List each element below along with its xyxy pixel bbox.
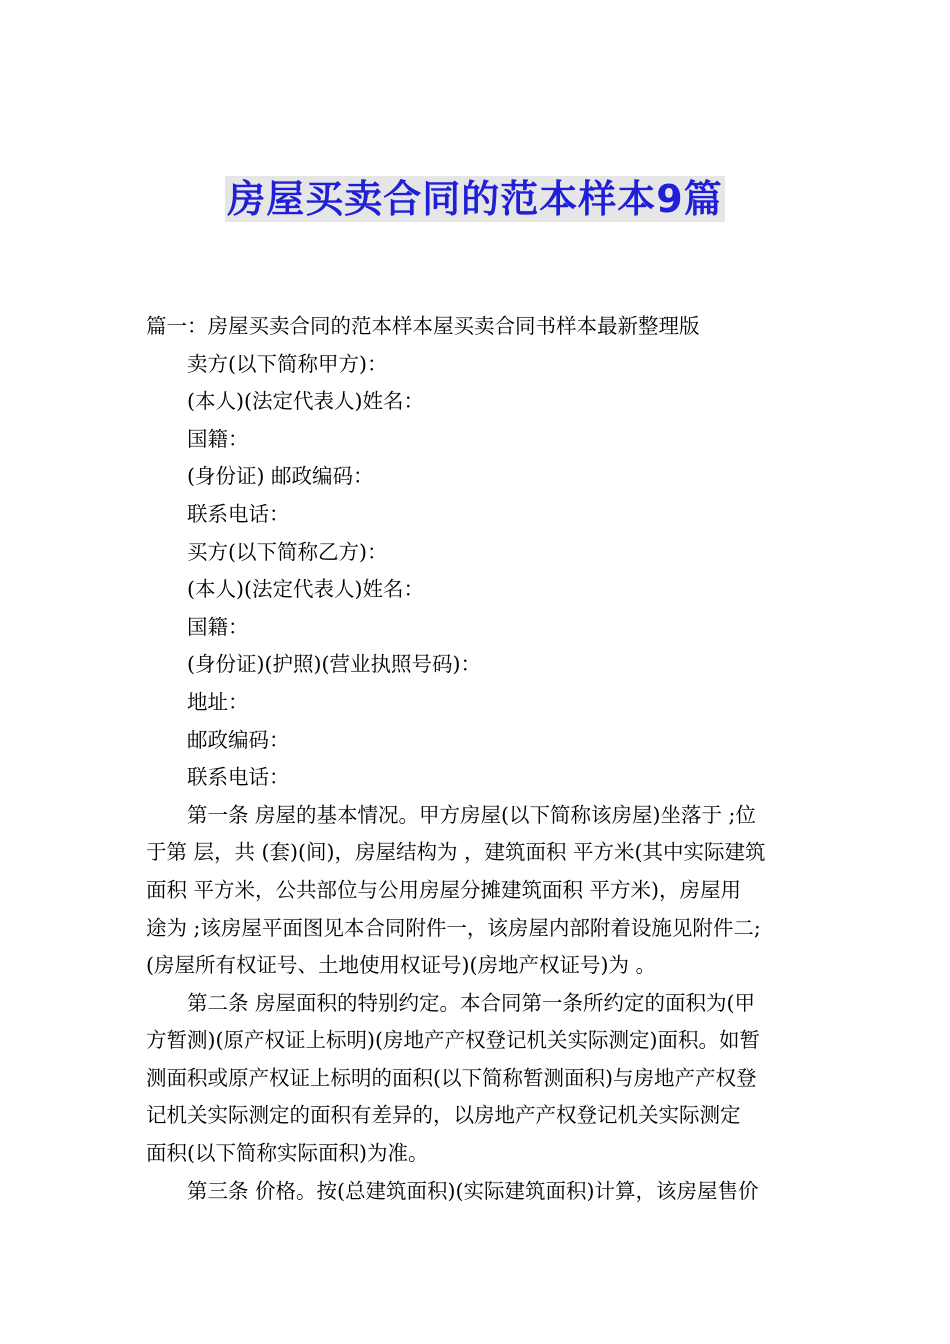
buyer-name: (本人)(法定代表人)姓名：	[187, 577, 424, 602]
buyer-postal: 邮政编码：	[187, 727, 290, 752]
article-2	[146, 985, 810, 1173]
seller-name: (本人)(法定代表人)姓名：	[187, 389, 424, 414]
seller-id-postal: (身份证) 邮政编码：	[187, 464, 374, 489]
seller-phone: 联系电话：	[187, 501, 290, 526]
article-2-line: 记机关实际测定的面积有差异的，以房地产产权登记机关实际测定	[146, 1103, 741, 1128]
buyer-id: (身份证)(护照)(营业执照号码)：	[187, 652, 481, 677]
article-1-line: 面积 平方米，公共部位与公用房屋分摊建筑面积 平方米)，房屋用	[146, 877, 742, 902]
article-1-line: 途为 ;该房屋平面图见本合同附件一，该房屋内部附着设施见附件二;	[146, 915, 761, 940]
seller-header: 卖方(以下简称甲方)：	[187, 351, 388, 376]
buyer-header: 买方(以下简称乙方)：	[187, 539, 388, 564]
document-body	[146, 308, 810, 1210]
article-1-line: (房屋所有权证号、土地使用权证号)(房地产权证号)为 。	[146, 953, 657, 978]
buyer-address: 地址：	[187, 689, 249, 714]
article-2-line: 测面积或原产权证上标明的面积(以下简称暂测面积)与房地产产权登	[146, 1065, 757, 1090]
article-3-line: 第三条 价格。按(总建筑面积)(实际建筑面积)计算，该房屋售价	[187, 1178, 759, 1203]
article-2-line: 方暂测)(原产权证上标明)(房地产产权登记机关实际测定)面积。如暂	[146, 1028, 760, 1053]
buyer-phone: 联系电话：	[187, 765, 290, 790]
document-title: 房屋买卖合同的范本样本9篇	[227, 177, 723, 221]
article-2-line: 面积(以下简称实际面积)为准。	[146, 1141, 429, 1166]
article-1-line: 于第 层，共 (套)(间)，房屋结构为 ，建筑面积 平方米(其中实际建筑	[146, 840, 766, 865]
article-3	[146, 1173, 810, 1211]
title-container	[0, 176, 950, 222]
section-heading: 篇一：房屋买卖合同的范本样本屋买卖合同书样本最新整理版	[146, 314, 700, 338]
article-2-line: 第二条 房屋面积的特别约定。本合同第一条所约定的面积为(甲	[187, 990, 756, 1015]
seller-nationality: 国籍：	[187, 426, 249, 451]
article-1-line: 第一条 房屋的基本情况。甲方房屋(以下简称该房屋)坐落于 ;位	[187, 802, 756, 827]
buyer-nationality: 国籍：	[187, 614, 249, 639]
article-1	[146, 797, 810, 985]
